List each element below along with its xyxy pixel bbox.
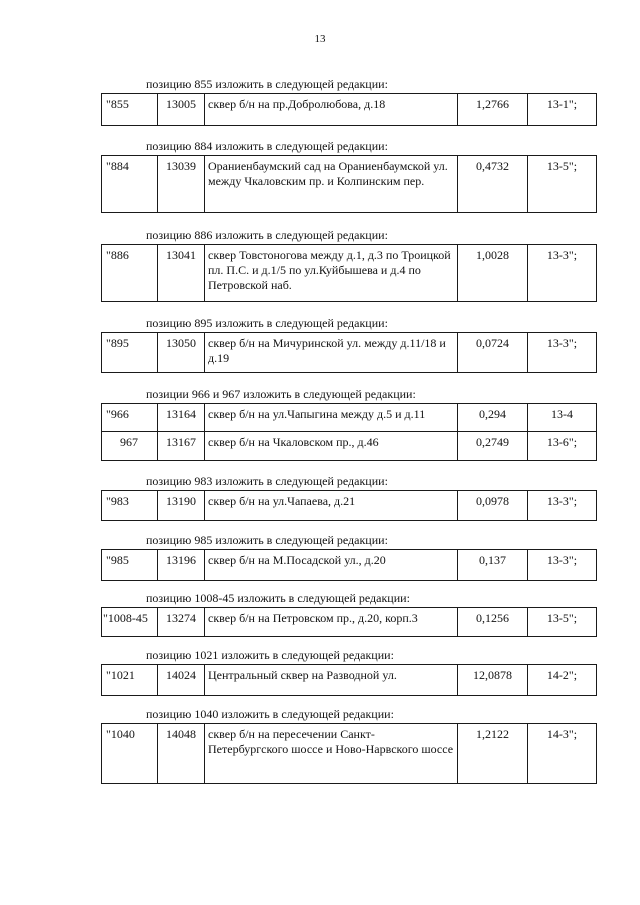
entry-table (101, 403, 597, 461)
table-row (102, 333, 597, 373)
table-row (102, 404, 597, 432)
section-heading: позицию 886 изложить в следующей редакции: (146, 228, 388, 242)
object-code: 13005 (158, 94, 205, 126)
entry-table (101, 244, 597, 302)
section-heading: позицию 855 изложить в следующей редакции: (146, 77, 388, 91)
object-area: 1,0028 (458, 245, 528, 302)
position-number: "983 (102, 491, 158, 521)
section-heading: позицию 1021 изложить в следующей редакции: (146, 648, 394, 662)
position-number: "1021 (102, 665, 158, 696)
object-name: сквер б/н на ул.Чапыгина между д.5 и д.11 (205, 404, 458, 432)
table-row (102, 550, 597, 581)
object-code: 13190 (158, 491, 205, 521)
section-heading: позицию 1040 изложить в следующей редакции: (146, 707, 394, 721)
page-number: 13 (314, 33, 326, 45)
object-name: сквер б/н на пересечении Санкт-Петербургского шоссе и Ново-Нарвского шоссе (205, 724, 458, 784)
object-quarter: 13-1"; (528, 94, 597, 126)
object-area: 0,294 (458, 404, 528, 432)
object-code: 13164 (158, 404, 205, 432)
object-area: 1,2766 (458, 94, 528, 126)
object-name: Ораниенбаумский сад на Ораниенбаумской ул. между Чкаловским пр. и Колпинским пер. (205, 156, 458, 213)
object-area: 0,4732 (458, 156, 528, 213)
position-number: "886 (102, 245, 158, 302)
position-number: "884 (102, 156, 158, 213)
table-row (102, 94, 597, 126)
entry-table (101, 607, 597, 637)
object-code: 13196 (158, 550, 205, 581)
object-quarter: 13-5"; (528, 608, 597, 637)
entry-table (101, 549, 597, 581)
object-quarter: 13-3"; (528, 550, 597, 581)
object-name: Центральный сквер на Разводной ул. (205, 665, 458, 696)
entry-table (101, 664, 597, 696)
position-number: "855 (102, 94, 158, 126)
object-quarter: 14-3"; (528, 724, 597, 784)
object-quarter: 13-3"; (528, 333, 597, 373)
section-heading: позицию 884 изложить в следующей редакции: (146, 139, 388, 153)
position-number: "966 (102, 404, 158, 432)
object-area: 1,2122 (458, 724, 528, 784)
object-name: сквер б/н на Петровском пр., д.20, корп.3 (205, 608, 458, 637)
object-quarter: 14-2"; (528, 665, 597, 696)
object-quarter: 13-3"; (528, 491, 597, 521)
section-heading: позицию 983 изложить в следующей редакции: (146, 474, 388, 488)
object-code: 14048 (158, 724, 205, 784)
table-row (102, 245, 597, 302)
object-name: сквер б/н на ул.Чапаева, д.21 (205, 491, 458, 521)
object-quarter: 13-6"; (528, 432, 597, 461)
object-quarter: 13-4 (528, 404, 597, 432)
table-row (102, 432, 597, 461)
object-name: сквер б/н на Мичуринской ул. между д.11/18 и д.19 (205, 333, 458, 373)
object-name: сквер б/н на пр.Добролюбова, д.18 (205, 94, 458, 126)
object-area: 0,0724 (458, 333, 528, 373)
object-code: 13274 (158, 608, 205, 637)
object-area: 0,2749 (458, 432, 528, 461)
object-area: 0,0978 (458, 491, 528, 521)
table-row (102, 724, 597, 784)
entry-table (101, 93, 597, 126)
object-code: 13041 (158, 245, 205, 302)
position-number: "895 (102, 333, 158, 373)
object-area: 0,1256 (458, 608, 528, 637)
entry-table (101, 155, 597, 213)
table-row (102, 491, 597, 521)
position-number: "1040 (102, 724, 158, 784)
object-code: 13167 (158, 432, 205, 461)
entry-table (101, 490, 597, 521)
object-quarter: 13-5"; (528, 156, 597, 213)
table-row (102, 156, 597, 213)
object-code: 13050 (158, 333, 205, 373)
position-number: 967 (102, 432, 158, 461)
position-number: "1008-45 (102, 608, 158, 637)
table-row (102, 665, 597, 696)
object-quarter: 13-3"; (528, 245, 597, 302)
object-code: 13039 (158, 156, 205, 213)
section-heading: позиции 966 и 967 изложить в следующей редакции: (146, 387, 416, 401)
object-area: 0,137 (458, 550, 528, 581)
section-heading: позицию 985 изложить в следующей редакции: (146, 533, 388, 547)
entry-table (101, 723, 597, 784)
object-code: 14024 (158, 665, 205, 696)
entry-table (101, 332, 597, 373)
object-name: сквер б/н на Чкаловском пр., д.46 (205, 432, 458, 461)
object-name: сквер Товстоногова между д.1, д.3 по Троицкой пл. П.С. и д.1/5 по ул.Куйбышева и д.4 по Петровской наб. (205, 245, 458, 302)
section-heading: позицию 895 изложить в следующей редакции: (146, 316, 388, 330)
table-row (102, 608, 597, 637)
section-heading: позицию 1008-45 изложить в следующей редакции: (146, 591, 410, 605)
object-name: сквер б/н на М.Посадской ул., д.20 (205, 550, 458, 581)
object-area: 12,0878 (458, 665, 528, 696)
position-number: "985 (102, 550, 158, 581)
